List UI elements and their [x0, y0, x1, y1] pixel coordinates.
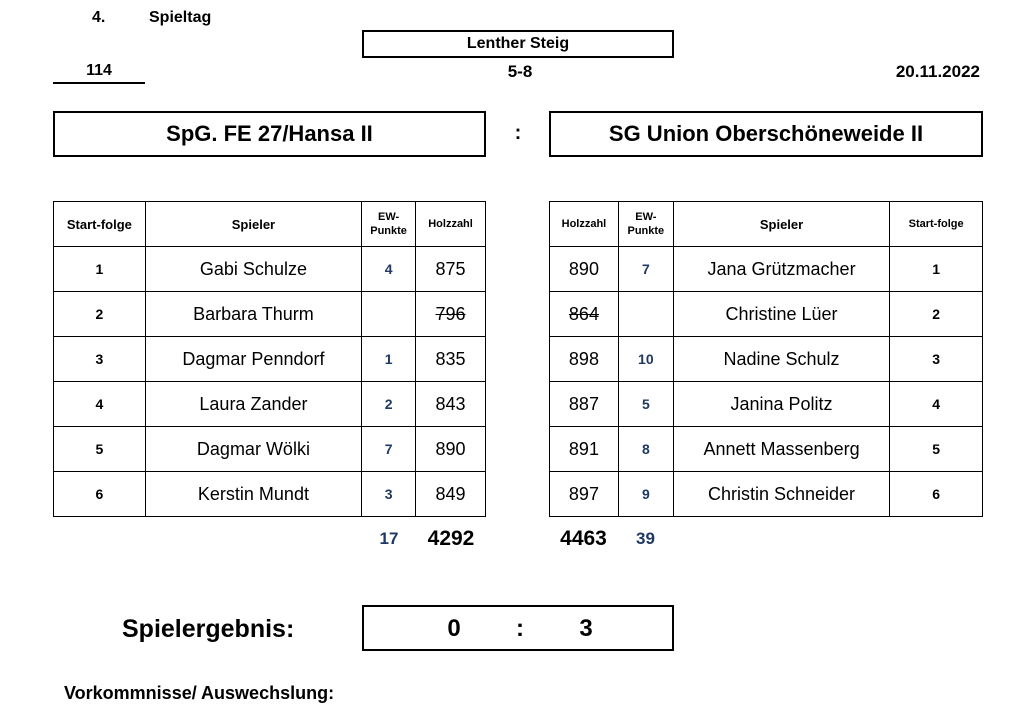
result-box: [362, 605, 674, 651]
table-row: [54, 427, 486, 472]
table-row: [550, 382, 983, 427]
table-header-row: [550, 202, 983, 247]
holz-score: 835: [416, 337, 486, 382]
player-name: Jana Grützmacher: [673, 247, 889, 292]
holz-score: 887: [550, 382, 619, 427]
ew-points: [618, 292, 673, 337]
start-position: 4: [54, 382, 146, 427]
table-row: [54, 472, 486, 517]
player-name: Janina Politz: [673, 382, 889, 427]
lanes: 5-8: [507, 62, 533, 81]
ew-points: 3: [362, 472, 416, 517]
table-row: [550, 472, 983, 517]
table-row: [54, 247, 486, 292]
start-position: 3: [890, 337, 983, 382]
col-start: Start-folge: [54, 202, 146, 247]
player-name: Kerstin Mundt: [145, 472, 361, 517]
away-holz-total: 4463: [560, 527, 607, 550]
start-position: 4: [890, 382, 983, 427]
start-position: 6: [890, 472, 983, 517]
ew-points: 9: [618, 472, 673, 517]
player-name: Dagmar Wölki: [145, 427, 361, 472]
player-name: Dagmar Penndorf: [145, 337, 361, 382]
away-player-table: [549, 201, 983, 517]
start-position: 2: [54, 292, 146, 337]
match-number: 114: [53, 62, 145, 84]
table-row: [550, 337, 983, 382]
start-position: 5: [890, 427, 983, 472]
venue: Lenther Steig: [466, 35, 570, 52]
away-team-box: [549, 111, 983, 157]
ew-points: 1: [362, 337, 416, 382]
col-start: Start-folge: [890, 202, 983, 247]
holz-score: 897: [550, 472, 619, 517]
player-name: Christin Schneider: [673, 472, 889, 517]
table-header-row: [54, 202, 486, 247]
start-position: 1: [890, 247, 983, 292]
player-name: Annett Massenberg: [673, 427, 889, 472]
ew-points: 10: [618, 337, 673, 382]
table-row: [54, 337, 486, 382]
table-row: [550, 427, 983, 472]
player-name: Gabi Schulze: [145, 247, 361, 292]
away-team-name: SG Union Oberschöneweide II: [608, 121, 924, 146]
start-position: 5: [54, 427, 146, 472]
home-holz-total: 4292: [427, 527, 475, 550]
home-team-name: SpG. FE 27/Hansa II: [166, 121, 373, 146]
venue-box: [362, 30, 674, 58]
col-ew: EW- Punkte: [618, 202, 673, 247]
ew-points: 4: [362, 247, 416, 292]
away-ew-total: 39: [636, 529, 655, 548]
table-row: [550, 292, 983, 337]
ew-points: [362, 292, 416, 337]
ew-points: 7: [362, 427, 416, 472]
holz-score: 891: [550, 427, 619, 472]
ew-points: 7: [618, 247, 673, 292]
ew-points: 8: [618, 427, 673, 472]
result-away: 3: [579, 615, 593, 642]
player-name: Laura Zander: [145, 382, 361, 427]
team-separator: :: [514, 122, 522, 144]
col-player: Spieler: [145, 202, 361, 247]
table-row: [54, 292, 486, 337]
col-ew: EW- Punkte: [362, 202, 416, 247]
holz-score-struck: 796: [416, 292, 486, 337]
holz-score: 898: [550, 337, 619, 382]
result-separator: :: [516, 615, 524, 642]
player-name: Nadine Schulz: [673, 337, 889, 382]
start-position: 2: [890, 292, 983, 337]
ew-points: 2: [362, 382, 416, 427]
holz-score: 890: [550, 247, 619, 292]
table-row: [54, 382, 486, 427]
home-team-box: [53, 111, 486, 157]
holz-score: 875: [416, 247, 486, 292]
result-home: 0: [447, 615, 461, 642]
holz-score-struck: 864: [550, 292, 619, 337]
table-row: [550, 247, 983, 292]
col-holz: Holzzahl: [416, 202, 486, 247]
player-name: Barbara Thurm: [145, 292, 361, 337]
holz-score: 849: [416, 472, 486, 517]
notes-label: Vorkommnisse/ Auswechslung:: [64, 683, 335, 703]
ew-points: 5: [618, 382, 673, 427]
holz-score: 843: [416, 382, 486, 427]
result-label: Spielergebnis:: [122, 615, 295, 643]
home-player-table: [53, 201, 486, 517]
col-holz: Holzzahl: [550, 202, 619, 247]
start-position: 1: [54, 247, 146, 292]
round-label: Spieltag: [149, 9, 212, 26]
round-number: 4.: [92, 9, 106, 26]
player-name: Christine Lüer: [673, 292, 889, 337]
home-ew-total: 17: [379, 529, 399, 548]
holz-score: 890: [416, 427, 486, 472]
match-date: 20.11.2022: [895, 62, 980, 81]
col-player: Spieler: [673, 202, 889, 247]
start-position: 6: [54, 472, 146, 517]
start-position: 3: [54, 337, 146, 382]
